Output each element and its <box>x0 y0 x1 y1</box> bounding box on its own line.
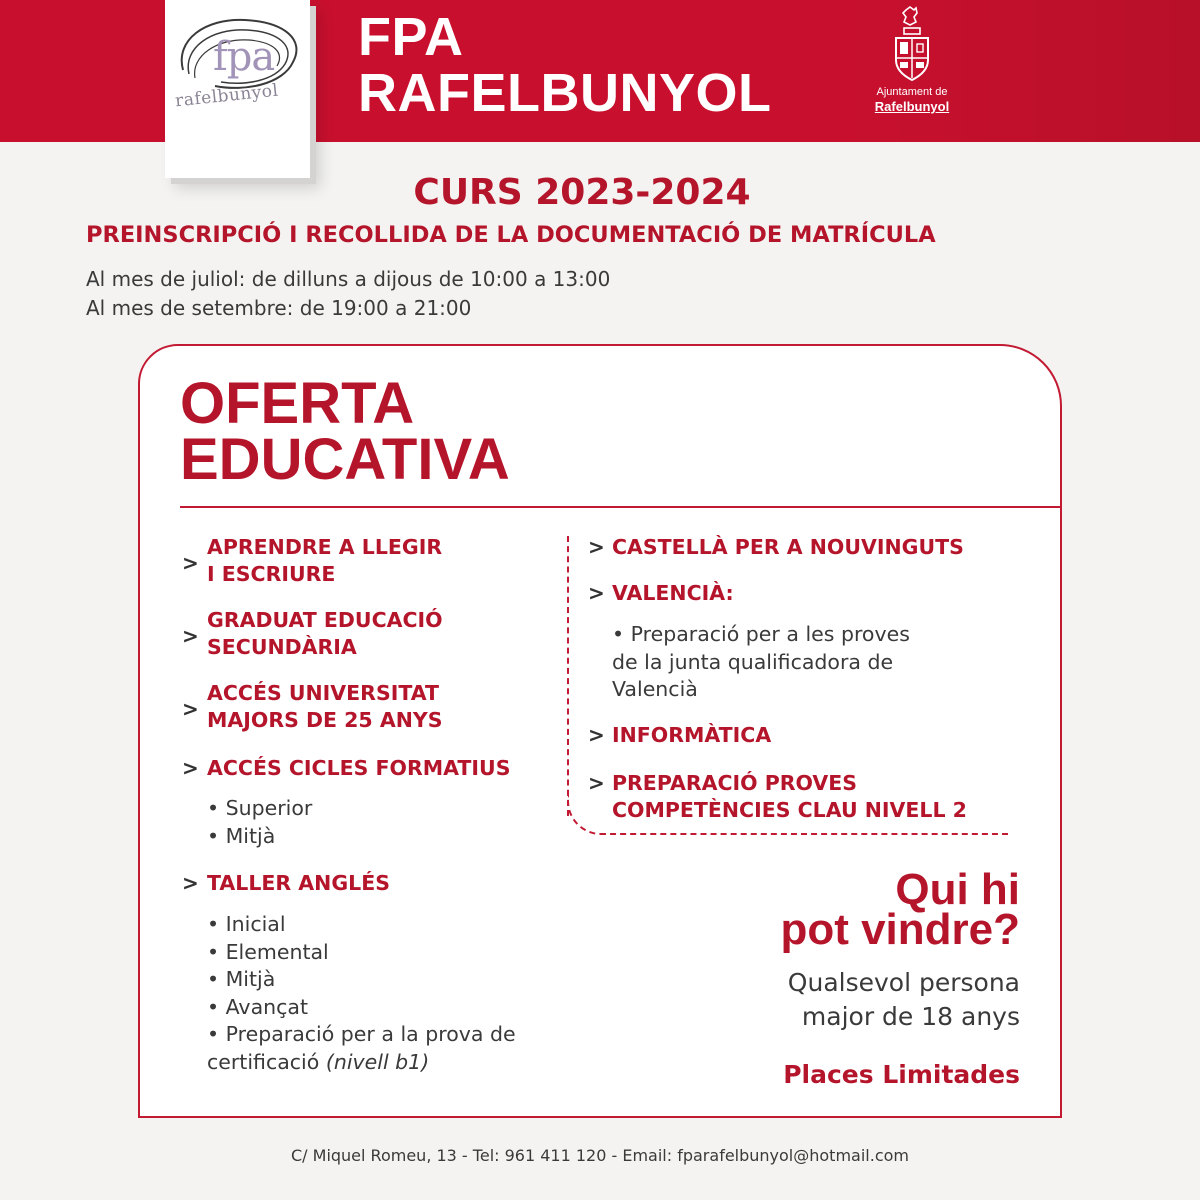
chevron-right-icon: > <box>182 624 199 648</box>
chevron-right-icon: > <box>588 771 605 795</box>
coat-of-arms-icon <box>892 6 932 84</box>
council-label: Ajuntament de <box>876 86 948 98</box>
offer-item-university <box>207 680 442 734</box>
heading-divider <box>180 506 1060 508</box>
offer-subitem: • Elemental <box>207 939 329 964</box>
offer-subitem: • Mitjà <box>207 967 276 991</box>
offer-item-line: ACCÉS UNIVERSITAT <box>207 681 439 705</box>
offer-subitem: • Preparació per a les proves <box>612 622 910 646</box>
offer-subitem: Valencià <box>612 677 698 701</box>
offer-subitem-text: certificació <box>207 1049 326 1074</box>
chevron-right-icon: > <box>182 697 199 721</box>
offer-subitem-last <box>207 1049 516 1077</box>
offer-subitem-note: (nivell b1) <box>325 1049 430 1074</box>
chevron-right-icon: > <box>588 723 605 747</box>
who-answer-line1: Qualsevol persona <box>787 968 1020 997</box>
offer-subitem: • Avançat <box>207 994 308 1019</box>
schedule-july: Al mes de juliol: de dilluns a dijous de 10:00 a 13:00 <box>86 267 611 291</box>
offer-subitem: • Preparació per a la prova de <box>207 1022 516 1046</box>
who-question-line1: Qui hi <box>895 865 1020 914</box>
offer-subitem: • Mitjà <box>207 823 276 848</box>
offer-subitem: • Inicial <box>207 912 286 936</box>
offer-heading-line1: OFERTA <box>180 371 415 436</box>
offer-item-secondary <box>207 607 443 661</box>
who-answer <box>788 966 1020 1034</box>
chevron-right-icon: > <box>182 756 199 780</box>
footer-contact: C/ Miquel Romeu, 13 - Tel: 961 411 120 - Email: fparafelbunyol@hotmail.com <box>290 1146 909 1165</box>
offer-subitems-valencian <box>612 621 910 704</box>
fpa-logo <box>165 0 310 178</box>
council-name: Rafelbunyol <box>874 99 950 114</box>
logo-mark: fpa <box>213 34 275 80</box>
offer-subitem: de la junta qualificadora de <box>612 649 894 674</box>
who-question-line2: pot vindre? <box>780 905 1020 954</box>
who-answer-line2: major de 18 anys <box>801 1002 1020 1031</box>
offer-item-line: PREPARACIÓ PROVES <box>612 771 858 795</box>
chevron-right-icon: > <box>588 581 605 605</box>
who-question <box>780 865 1020 954</box>
column-divider-bottom <box>600 833 1008 835</box>
offer-item-key-skills <box>612 770 967 824</box>
offer-item-read-write <box>207 534 442 588</box>
offer-item-cycles: ACCÉS CICLES FORMATIUS <box>207 756 511 780</box>
course-title: CURS 2023-2024 <box>413 172 751 213</box>
schedule-september: Al mes de setembre: de 19:00 a 21:00 <box>86 296 472 320</box>
offer-item-line: COMPETÈNCIES CLAU NIVELL 2 <box>612 798 967 822</box>
offer-subitems-cycles <box>207 795 312 850</box>
chevron-right-icon: > <box>182 551 199 575</box>
limited-places-note: Places Limitades <box>783 1060 1020 1089</box>
logo-town: rafelbunyol <box>174 80 280 112</box>
offer-item-line: MAJORS DE 25 ANYS <box>207 708 443 732</box>
offer-item-english: TALLER ANGLÉS <box>207 871 390 895</box>
offer-item-line: GRADUAT EDUCACIÓ <box>207 608 443 632</box>
chevron-right-icon: > <box>182 871 199 895</box>
offer-subitem: • Superior <box>207 796 313 820</box>
offer-heading <box>180 371 510 492</box>
preinscription-title: PREINSCRIPCIÓ I RECOLLIDA DE LA DOCUMENTACIÓ DE MATRÍCULA <box>86 222 936 248</box>
offer-item-computing: INFORMÀTICA <box>612 723 772 747</box>
offer-heading-line2: EDUCATIVA <box>180 427 510 492</box>
brand-title-line2: RAFELBUNYOL <box>358 63 772 123</box>
offer-item-line: SECUNDÀRIA <box>207 635 357 659</box>
offer-item-valencian: VALENCIÀ: <box>612 581 734 605</box>
brand-title-line1: FPA <box>358 7 464 67</box>
offer-subitems-english <box>207 911 516 1076</box>
offer-item-line: I ESCRIURE <box>207 562 336 586</box>
chevron-right-icon: > <box>588 535 605 559</box>
offer-item-line: APRENDRE A LLEGIR <box>207 535 443 559</box>
offer-item-castilian: CASTELLÀ PER A NOUVINGUTS <box>612 535 964 559</box>
column-divider <box>567 536 569 816</box>
